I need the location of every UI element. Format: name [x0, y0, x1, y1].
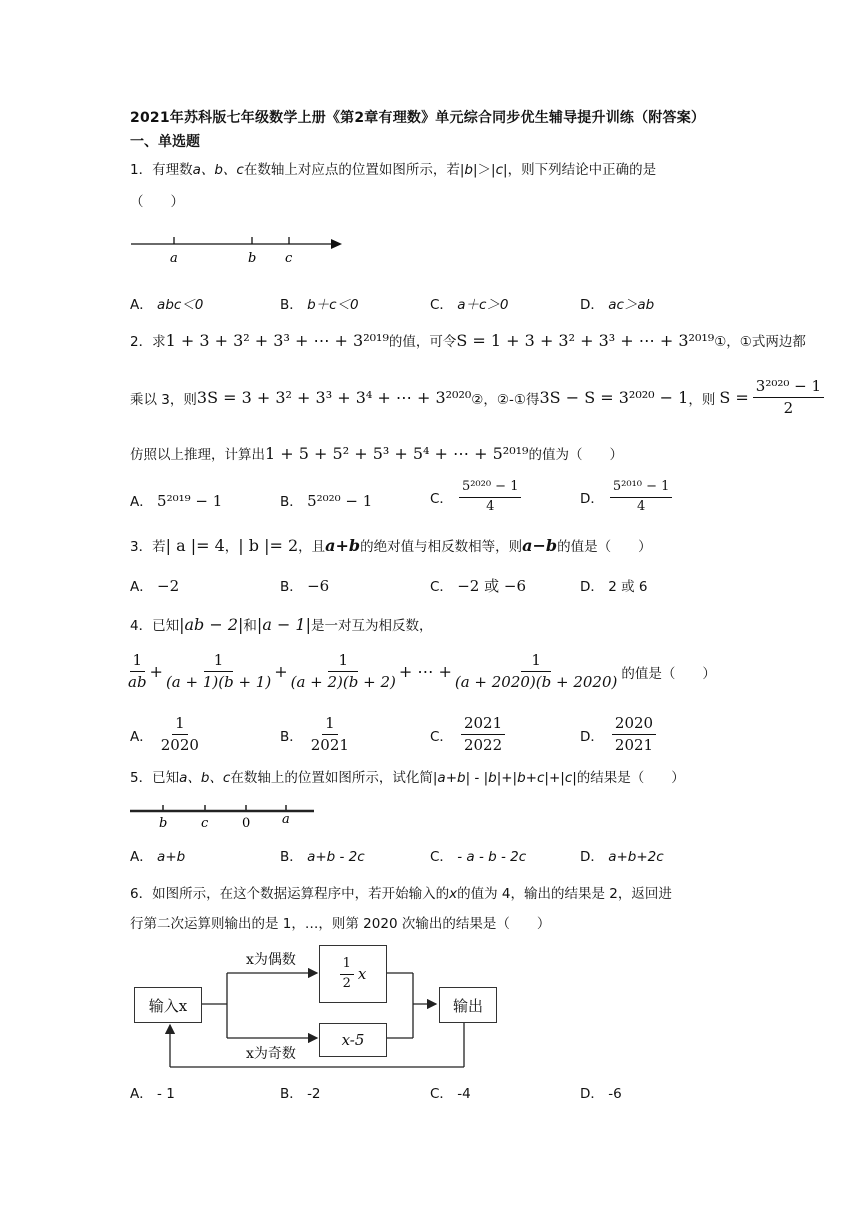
q2-fraction: $\frac{\text{3²⁰²⁰ − 1}}{2}$	[753, 378, 824, 418]
q1-answer-paren: （ ）	[130, 194, 184, 210]
q6-option-c[interactable]: C． -4	[430, 1086, 471, 1102]
q5-number-line	[128, 803, 318, 833]
arrow-head-icon	[331, 239, 342, 249]
q2-expr: 3S − S = 3²⁰²⁰ − 1	[539, 388, 689, 408]
flow-input-box: 输入x	[134, 987, 202, 1023]
question-4-stem: 4．已知|ab − 2|和|a − 1|是一对互为相反数，	[130, 615, 433, 634]
q3-option-c[interactable]: C． −2 或 −6	[430, 577, 526, 595]
q2-option-b[interactable]: B． 5²⁰²⁰ − 1	[280, 492, 373, 510]
q3-option-d[interactable]: D． 2 或 6	[580, 579, 648, 595]
q4-option-a[interactable]: A． $\frac{1}{2020}$	[130, 714, 199, 755]
q4-option-b[interactable]: B． $\frac{1}{2021}$	[280, 714, 349, 755]
q2-option-a[interactable]: A． 5²⁰¹⁹ − 1	[130, 492, 223, 510]
q4-expression: $\frac{1}{ab}$ + $\frac{1}{(a + 1)(b + 1)}$ + $\frac{1}{(a + 2)(b + 2)}$ + ⋯ + $\frac{1}{(a + 2020)(b + 2020)}$ 的值是（ ）	[128, 651, 716, 692]
label-c: c	[201, 816, 209, 831]
q1-text: 1．有理数	[130, 162, 193, 178]
q2-option-d[interactable]: D． $\frac{\text{5²⁰¹⁰ − 1}}{4}$	[580, 480, 672, 515]
q6-flowchart	[128, 943, 508, 1073]
q1-text: |，则下列结论中正确的是	[503, 162, 657, 178]
label-c: c	[285, 251, 293, 266]
q1-option-c[interactable]: C． a＋c＞0	[430, 297, 509, 313]
q5-option-b[interactable]: B． a+b - 2c	[280, 849, 365, 865]
q4-option-c[interactable]: C． $\frac{2021}{2022}$	[430, 715, 505, 755]
label-a: a	[282, 812, 290, 827]
q5-option-c[interactable]: C． - a - b - 2c	[430, 849, 527, 865]
question-6-line-1: 6．如图所示，在这个数据运算程序中，若开始输入的x的值为 4，输出的结果是 2，返回进	[130, 886, 672, 902]
flow-even-label: x为偶数	[246, 952, 296, 968]
q6-option-d[interactable]: D． -6	[580, 1086, 622, 1102]
q1-number-line	[128, 232, 348, 272]
question-3-stem: 3．若| a |= 4，| b |= 2，且a+b的绝对值与相反数相等，则a−b的值是（ ）	[130, 536, 652, 555]
q1-option-b[interactable]: B． b＋c＜0	[280, 297, 359, 313]
q1-vars: a、b、c	[192, 162, 244, 178]
label-b: b	[248, 251, 257, 266]
label-zero: 0	[242, 816, 251, 831]
question-1-stem	[130, 158, 656, 178]
q2-expr: 1 + 3 + 3² + 3³ + ⋯ + 3²⁰¹⁹	[165, 331, 389, 350]
question-2-line-3: 仿照以上推理，计算出1 + 5 + 5² + 5³ + 5⁴ + ⋯ + 5²⁰¹⁹的值为（ ）	[130, 444, 623, 463]
q2-option-c[interactable]: C． $\frac{\text{5²⁰²⁰ − 1}}{4}$	[430, 480, 521, 515]
flow-minus-box: x-5	[319, 1023, 387, 1057]
q5-option-d[interactable]: D． a+b+2c	[580, 849, 664, 865]
question-2-line-2: 乘以 3，则 3S = 3 + 3² + 3³ + 3⁴ + ⋯ + 3²⁰²⁰ ②，②-①得 3S − S = 3²⁰²⁰ − 1 ，则 S = $\frac{\text{3²⁰²⁰ − 1}}{2}$	[130, 378, 824, 418]
question-5-stem: 5．已知a、b、c在数轴上的位置如图所示，试化简|a+b| - |b|+|b+c|+|c|的结果是（ ）	[130, 770, 685, 786]
q2-expr: 1 + 5 + 5² + 5³ + 5⁴ + ⋯ + 5²⁰¹⁹	[265, 444, 529, 463]
q2-expr: S = 1 + 3 + 3² + 3³ + ⋯ + 3²⁰¹⁹	[456, 331, 715, 350]
q6-option-a[interactable]: A． - 1	[130, 1086, 175, 1102]
question-2-line-1: 2．求1 + 3 + 3² + 3³ + ⋯ + 3²⁰¹⁹的值，可令S = 1 + 3 + 3² + 3³ + ⋯ + 3²⁰¹⁹①，①式两边都	[130, 331, 806, 350]
q3-option-a[interactable]: A． −2	[130, 577, 180, 595]
q2-expr: 3S = 3 + 3² + 3³ + 3⁴ + ⋯ + 3²⁰²⁰	[196, 388, 472, 408]
q1-option-d[interactable]: D． ac＞ab	[580, 297, 655, 313]
label-b: b	[159, 816, 168, 831]
q1-var-b: b	[464, 162, 473, 178]
page-title: 2021年苏科版七年级数学上册《第2章有理数》单元综合同步优生辅导提升训练（附答案）	[130, 110, 706, 126]
label-a: a	[170, 251, 178, 266]
question-6-line-2: 行第二次运算则输出的是 1，…，则第 2020 次输出的结果是（ ）	[130, 916, 551, 932]
flow-odd-label: x为奇数	[246, 1046, 296, 1062]
q1-text: |＞|	[473, 162, 496, 178]
q6-option-b[interactable]: B． -2	[280, 1086, 321, 1102]
flow-half-box: $\frac{1}{2}$ x	[319, 945, 387, 1003]
q3-option-b[interactable]: B． −6	[280, 577, 330, 595]
q1-var-c: c	[495, 162, 504, 178]
q5-option-a[interactable]: A． a+b	[130, 849, 186, 865]
q4-option-d[interactable]: D． $\frac{2020}{2021}$	[580, 715, 656, 755]
section-heading: 一、单选题	[130, 134, 200, 150]
q1-option-a[interactable]: A． abc＜0	[130, 297, 204, 313]
q1-text: 在数轴上对应点的位置如图所示，若|	[243, 162, 465, 178]
flow-output-box: 输出	[439, 987, 497, 1023]
